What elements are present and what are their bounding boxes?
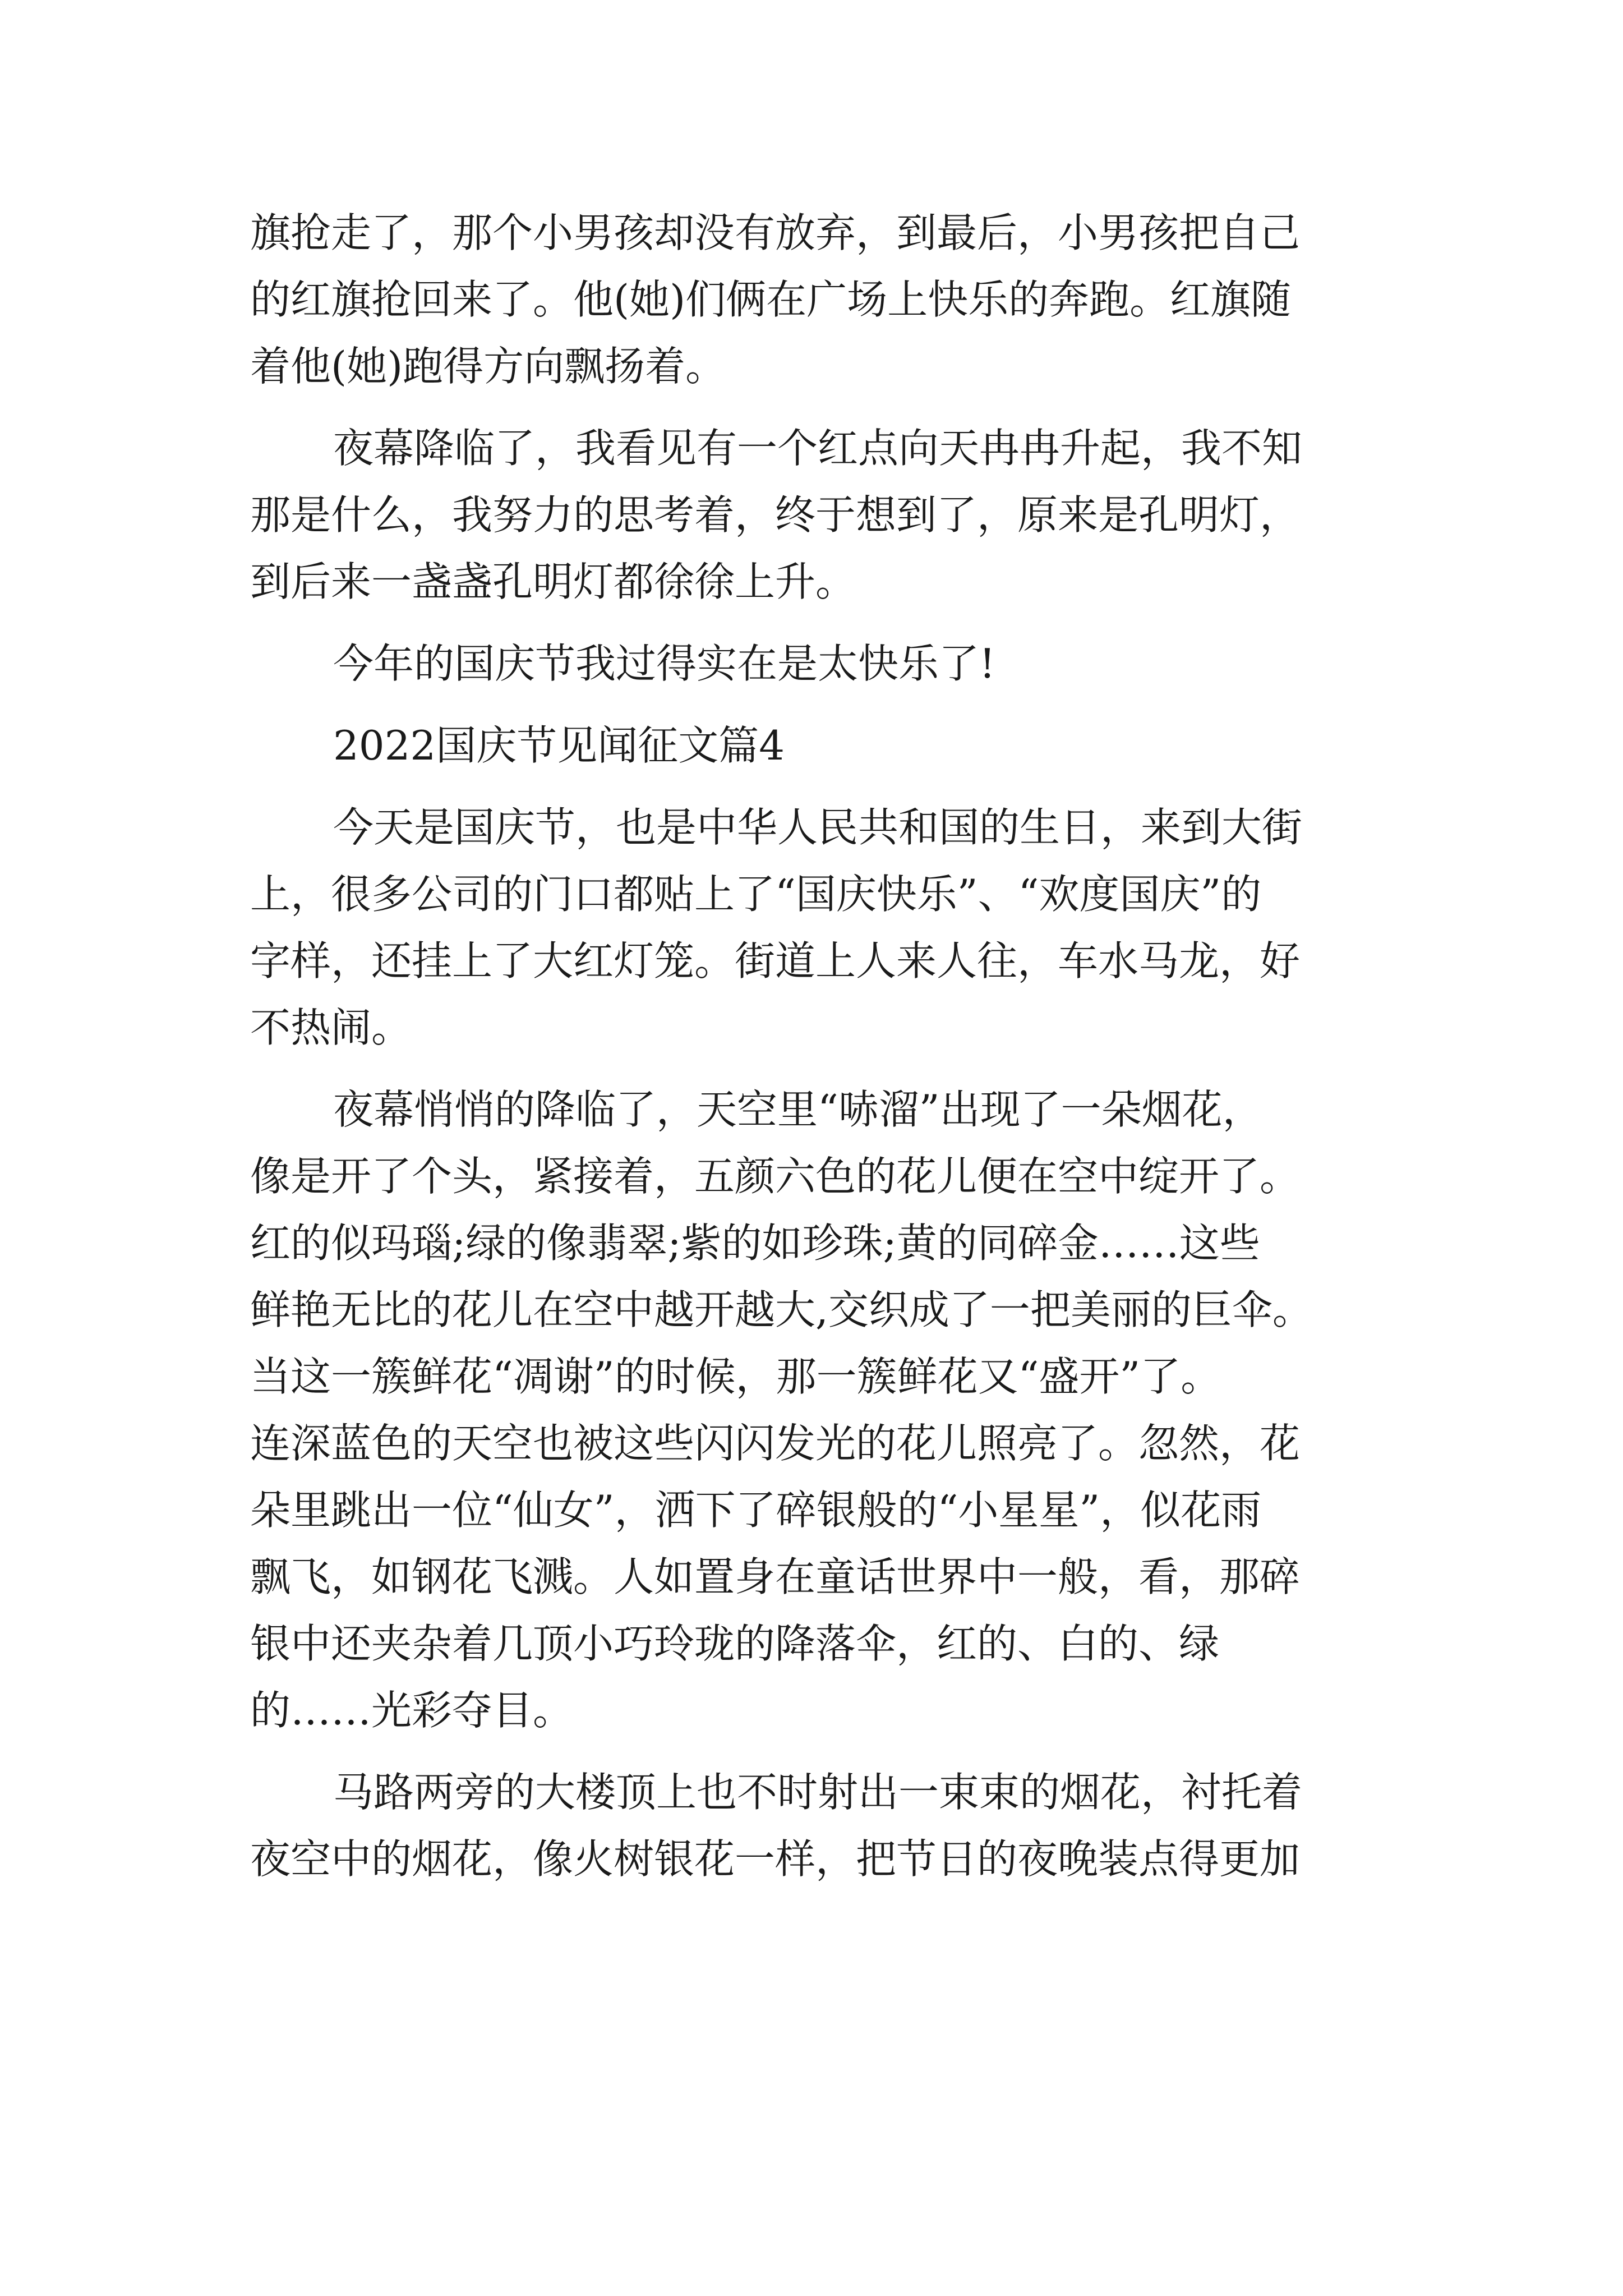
text-line: 上，很多公司的门口都贴上了“国庆快乐”、“欢度国庆”的 [250,871,1262,918]
section-heading [250,712,1428,779]
paragraph [250,200,1428,400]
text-line: 不热闹。 [250,1004,412,1051]
text-line: 那是什么，我努力的思考着，终于想到了，原来是孔明灯， [250,491,1301,539]
text-line: 夜空中的烟花，像火树银花一样，把节日的夜晚装点得更加 [250,1835,1301,1883]
text-line: 到后来一盏盏孔明灯都徐徐上升。 [250,558,856,605]
text-line: 红的似玛瑙;绿的像翡翠;紫的如珍珠;黄的同碎金……这些 [250,1220,1260,1267]
text-line: 的红旗抢回来了。他(她)们俩在广场上快乐的奔跑。红旗随 [250,276,1292,323]
text-line: 今年的国庆节我过得实在是太快乐了! [333,640,995,687]
text-line: 今天是国庆节，也是中华人民共和国的生日，来到大街 [333,804,1303,851]
text-line: 像是开了个头，紧接着，五颜六色的花儿便在空中绽开了。 [250,1153,1301,1200]
text-line: 朵里跳出一位“仙女”，洒下了碎银般的“小星星”，似花雨 [250,1487,1262,1534]
text-line: 字样，还挂上了大红灯笼。街道上人来人往，车水马龙，好 [250,937,1301,984]
text-line: 着他(她)跑得方向飘扬着。 [250,343,726,390]
paragraph [250,1076,1428,1744]
paragraph [250,794,1428,1061]
heading-line: 2022国庆节见闻征文篇4 [333,722,785,769]
paragraph [250,415,1428,615]
text-line: 飘飞，如钢花飞溅。人如置身在童话世界中一般，看，那碎 [250,1553,1301,1600]
text-line: 当这一簇鲜花“凋谢”的时候，那一簇鲜花又“盛开”了。 [250,1353,1221,1400]
text-line: 连深蓝色的天空也被这些闪闪发光的花儿照亮了。忽然，花 [250,1420,1301,1467]
text-line: 旗抢走了，那个小男孩却没有放弃，到最后，小男孩把自己 [250,209,1301,256]
text-line: 银中还夹杂着几顶小巧玲珑的降落伞，红的、白的、绿 [250,1620,1220,1667]
text-line: 夜幕降临了，我看见有一个红点向天冉冉升起，我不知 [333,425,1303,472]
text-line: 鲜艳无比的花儿在空中越开越大,交织成了一把美丽的巨伞。 [250,1286,1313,1333]
paragraph [250,1759,1428,1893]
document-body [250,200,1428,1893]
text-line: 的……光彩夺目。 [250,1687,574,1734]
text-line: 夜幕悄悄的降临了，天空里“哧溜”出现了一朵烟花， [333,1086,1263,1133]
text-line: 马路两旁的大楼顶上也不时射出一束束的烟花，衬托着 [333,1769,1303,1816]
paragraph [250,631,1428,697]
